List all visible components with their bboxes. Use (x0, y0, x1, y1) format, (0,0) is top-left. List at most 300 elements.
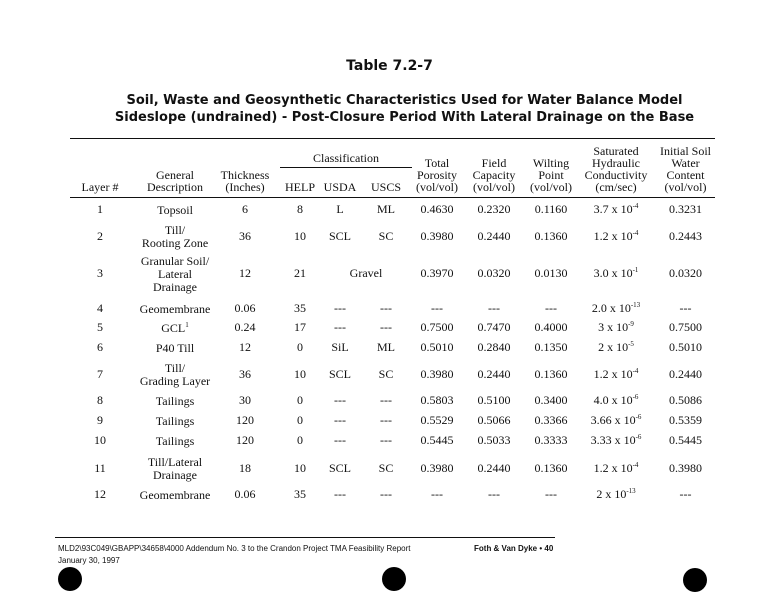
cell-description-line: Grading Layer (139, 374, 211, 388)
cell-conductivity (576, 203, 656, 216)
cell-layer (70, 462, 130, 475)
cell-description (130, 435, 220, 448)
cell-uscs (360, 414, 412, 427)
header-wilting (526, 157, 576, 193)
conductivity-base: 1.2 x 10 (593, 229, 633, 243)
cell-usda-line: L (336, 202, 344, 216)
cell-uscs (360, 462, 412, 475)
cell-description-line: Drainage (153, 279, 197, 294)
cell-layer (70, 203, 130, 216)
cell-wp-line: --- (545, 301, 557, 315)
cell-help-line: 35 (294, 301, 306, 315)
cell-wc-line: --- (679, 487, 692, 501)
cell-description (130, 415, 220, 428)
cell-usda-line: --- (334, 487, 346, 501)
cell-wc (656, 368, 715, 381)
cell-classification-merged (320, 267, 412, 280)
cell-wp-line: --- (545, 487, 557, 501)
cell-wp-line: 0.1360 (534, 229, 568, 243)
cell-wp-line: 0.1360 (534, 461, 568, 475)
cell-wc (656, 488, 715, 501)
cell-usda-line: SiL (331, 340, 349, 354)
cell-description-line: Tailings (155, 433, 195, 448)
cell-por (412, 434, 462, 447)
cell-fc (462, 488, 526, 501)
cell-description-line: Geomembrane (139, 301, 211, 316)
cell-thick (220, 230, 270, 243)
cell-help-line: 0 (297, 413, 303, 427)
cell-fc (462, 341, 526, 354)
cell-uscs-line: ML (377, 202, 395, 216)
binder-hole-center (382, 567, 406, 591)
cell-help-line: 0 (297, 340, 303, 354)
cell-layer-line: 10 (94, 433, 106, 447)
cell-conductivity (576, 434, 656, 447)
binder-hole-right (683, 568, 707, 592)
cell-usda (320, 341, 360, 354)
cell-wp (526, 462, 576, 475)
cell-description-line: Lateral (158, 266, 192, 281)
cell-description-line: GCL$^1$ (161, 320, 189, 335)
cell-help (280, 267, 320, 280)
cell-wc (656, 394, 715, 407)
cell-help (280, 302, 320, 315)
header-water_content-line: Water (671, 156, 700, 170)
cell-help-line: 10 (294, 229, 306, 243)
cell-help (280, 203, 320, 216)
cell-wp-line: 0.1350 (534, 340, 568, 354)
cell-conductivity (576, 462, 656, 475)
cell-thick-line: 0.24 (234, 320, 256, 334)
cell-thick (220, 368, 270, 381)
cell-usda (320, 321, 360, 334)
cell-uscs (360, 203, 412, 216)
conductivity-exponent: -9 (628, 320, 634, 328)
conductivity-exponent: -5 (628, 340, 634, 348)
cell-thick (220, 267, 270, 280)
cell-fc-line: 0.2840 (477, 340, 511, 354)
cell-usda (320, 434, 360, 447)
cell-conductivity (576, 394, 656, 407)
cell-description (130, 204, 220, 217)
cell-description (130, 362, 220, 388)
cell-help-line: 17 (294, 320, 306, 334)
cell-description-line: Till/ (164, 361, 186, 375)
cell-fc (462, 414, 526, 427)
cell-wp (526, 368, 576, 381)
cell-thick (220, 414, 270, 427)
cell-description-line: Till/Lateral (147, 455, 203, 469)
cell-layer-line: 9 (97, 413, 103, 427)
header-wilting-line: Point (538, 168, 564, 182)
cell-fc (462, 302, 526, 315)
cell-wp (526, 394, 576, 407)
conductivity-base: 2 x 10 (596, 487, 627, 501)
cell-thick-line: 12 (239, 266, 251, 280)
cell-usda (320, 302, 360, 315)
cell-thick-line: 30 (239, 393, 251, 407)
cell-wp-line: 0.4000 (534, 320, 568, 334)
cell-layer (70, 434, 130, 447)
cell-usda (320, 394, 360, 407)
cell-description (130, 395, 220, 408)
cell-uscs-line: --- (380, 413, 392, 427)
cell-wp (526, 321, 576, 334)
cell-description-line: Drainage (153, 468, 197, 482)
cell-por-line: 0.3970 (420, 266, 454, 280)
cell-conductivity (576, 230, 656, 243)
cell-layer-line: 2 (97, 229, 103, 243)
conductivity-base: 2.0 x 10 (591, 301, 631, 315)
cell-thick-line: 6 (242, 202, 248, 216)
cell-por (412, 368, 462, 381)
header-field_capacity-line: (vol/vol) (473, 180, 515, 194)
cell-thick-line: 36 (239, 367, 251, 381)
cell-por (412, 414, 462, 427)
cell-uscs-line: SC (378, 229, 394, 243)
cell-uscs (360, 341, 412, 354)
cell-por (412, 462, 462, 475)
cell-description (130, 224, 220, 250)
cell-wp (526, 267, 576, 280)
table-number: Table 7.2-7 (346, 58, 433, 74)
cell-wp (526, 414, 576, 427)
header-layer (70, 181, 130, 193)
header-classification-line: Classification (313, 151, 379, 165)
cell-thick-line: 120 (236, 433, 254, 447)
cell-help (280, 414, 320, 427)
footer-date: January 30, 1997 (58, 556, 120, 565)
header-thickness-line: Thickness (220, 168, 270, 182)
cell-por-line: 0.3980 (420, 367, 454, 381)
cell-thick-line: 0.06 (234, 487, 256, 501)
cell-description (130, 303, 220, 316)
cell-usda-line: --- (334, 320, 346, 334)
cell-fc-line: 0.5100 (477, 393, 511, 407)
cell-wp-line: 0.3333 (534, 433, 568, 447)
cell-conductivity (576, 368, 656, 381)
cell-help (280, 368, 320, 381)
header-conductivity (576, 145, 656, 193)
cell-conductivity (576, 267, 656, 280)
cell-usda-line: SCL (328, 367, 351, 381)
conductivity-base: 3.0 x 10 (593, 266, 633, 280)
header-wilting-line: (vol/vol) (530, 180, 572, 194)
cell-conductivity (576, 488, 656, 501)
conductivity-exponent: -4 (632, 461, 639, 469)
cell-layer-line: 6 (97, 340, 103, 354)
cell-usda (320, 203, 360, 216)
conductivity-exponent: -6 (635, 413, 642, 421)
cell-por-line: 0.5445 (420, 433, 454, 447)
cell-wp-line: 0.1160 (534, 202, 568, 216)
conductivity-base: 3.66 x 10 (590, 413, 636, 427)
cell-uscs-line: --- (380, 393, 392, 407)
footer-path: MLD2\93C049\GBAPP\34658\4000 Addendum No. 3 to the Crandon Project TMA Feasibility Report (58, 544, 411, 553)
cell-usda-line: SCL (328, 229, 351, 243)
conductivity-exponent: -6 (635, 433, 642, 441)
cell-usda-line: SCL (328, 461, 351, 475)
header-conductivity-line: (cm/sec) (595, 180, 637, 194)
cell-thick (220, 302, 270, 315)
header-uscs-line: USCS (370, 180, 402, 194)
cell-wc (656, 462, 715, 475)
footer-document-info (58, 543, 411, 567)
table-title-line-1: Soil, Waste and Geosynthetic Characteristics Used for Water Balance Model (126, 93, 683, 108)
cell-uscs-line: --- (380, 320, 392, 334)
cell-fc (462, 203, 526, 216)
cell-fc (462, 394, 526, 407)
cell-description (130, 456, 220, 482)
cell-conductivity (576, 414, 656, 427)
header-water_content (656, 145, 715, 193)
cell-description-line: Geomembrane (139, 487, 211, 502)
conductivity-base: 3.7 x 10 (593, 202, 633, 216)
header-description-line: Description (147, 180, 203, 194)
cell-uscs-line: ML (377, 340, 395, 354)
cell-usda (320, 414, 360, 427)
cell-layer-line: 8 (97, 393, 103, 407)
cell-layer (70, 267, 130, 280)
cell-description-line: Tailings (155, 413, 195, 428)
cell-wp-line: 0.0130 (534, 266, 568, 280)
cell-help (280, 341, 320, 354)
cell-layer-line: 11 (94, 461, 106, 475)
cell-usda (320, 462, 360, 475)
cell-help-line: 10 (294, 367, 306, 381)
cell-uscs (360, 230, 412, 243)
header-conductivity-line: Saturated (593, 144, 639, 158)
cell-por-line: 0.7500 (420, 320, 454, 334)
cell-wc (656, 267, 715, 280)
cell-layer-line: 4 (97, 301, 103, 315)
cell-uscs-line: --- (380, 433, 392, 447)
cell-usda-line: --- (334, 433, 346, 447)
cell-wc (656, 434, 715, 447)
cell-layer (70, 394, 130, 407)
cell-uscs (360, 302, 412, 315)
cell-help (280, 434, 320, 447)
cell-thick-line: 18 (239, 461, 251, 475)
cell-wc (656, 341, 715, 354)
cell-uscs (360, 488, 412, 501)
cell-layer (70, 488, 130, 501)
header-help-line: HELP (285, 180, 315, 194)
cell-description-line: Tailings (155, 393, 195, 408)
conductivity-exponent: -4 (632, 367, 639, 375)
cell-layer (70, 230, 130, 243)
cell-wp (526, 488, 576, 501)
cell-usda-line: --- (334, 301, 346, 315)
cell-fc-line: 0.5066 (477, 413, 511, 427)
cell-fc (462, 434, 526, 447)
conductivity-base: 3.33 x 10 (590, 433, 636, 447)
cell-wp (526, 302, 576, 315)
cell-fc-line: 0.7470 (477, 320, 511, 334)
cell-description (130, 342, 220, 355)
cell-description (130, 255, 220, 294)
cell-thick (220, 321, 270, 334)
cell-por-line: --- (431, 487, 443, 501)
cell-uscs-line: SC (378, 461, 394, 475)
footer-firm-page: Foth & Van Dyke • 40 (474, 544, 554, 553)
cell-uscs (360, 321, 412, 334)
cell-wc-line: 0.2440 (669, 367, 702, 381)
cell-thick (220, 341, 270, 354)
cell-usda (320, 230, 360, 243)
cell-fc-line: --- (488, 301, 500, 315)
cell-wc (656, 302, 715, 315)
cell-help (280, 462, 320, 475)
conductivity-base: 4.0 x 10 (593, 393, 633, 407)
cell-uscs (360, 368, 412, 381)
cell-description-line: P40 Till (155, 340, 195, 355)
classification-rule (280, 167, 412, 168)
cell-layer-line: 3 (97, 266, 103, 280)
cell-fc (462, 368, 526, 381)
cell-por-line: 0.5529 (420, 413, 454, 427)
header-description-line: General (156, 168, 194, 182)
cell-help-line: 21 (294, 266, 306, 280)
conductivity-base: 1.2 x 10 (593, 461, 633, 475)
header-water_content-line: (vol/vol) (664, 180, 707, 194)
cell-fc-line: 0.5033 (477, 433, 511, 447)
cell-usda-line: --- (334, 413, 346, 427)
header-wilting-line: Wilting (532, 156, 570, 170)
cell-fc (462, 267, 526, 280)
header-classification (280, 152, 412, 164)
cell-help-line: 8 (297, 202, 303, 216)
cell-usda (320, 488, 360, 501)
cell-help (280, 230, 320, 243)
cell-uscs-line: SC (378, 367, 394, 381)
cell-por (412, 302, 462, 315)
header-description (130, 169, 220, 193)
cell-conductivity (576, 321, 656, 334)
cell-por (412, 267, 462, 280)
cell-fc-line: 0.2440 (477, 229, 511, 243)
header-thickness-line: (Inches) (225, 180, 265, 194)
cell-layer (70, 414, 130, 427)
header-water_content-line: Initial Soil (660, 144, 711, 158)
cell-description-line: Till/ (164, 223, 186, 237)
cell-por-line: 0.5010 (420, 340, 454, 354)
conductivity-exponent: -6 (632, 393, 639, 401)
cell-wc-line: 0.3231 (669, 202, 702, 216)
cell-por (412, 321, 462, 334)
footnote-marker: 1 (185, 320, 189, 329)
table-title-line-2: Sideslope (undrained) - Post-Closure Period With Lateral Drainage on the Base (114, 110, 695, 125)
cell-layer-line: 5 (97, 320, 103, 334)
cell-thick-line: 12 (239, 340, 251, 354)
cell-description-line: Topsoil (157, 202, 193, 217)
cell-por (412, 341, 462, 354)
cell-wp-line: 0.3400 (534, 393, 568, 407)
cell-wc (656, 321, 715, 334)
cell-conductivity (576, 302, 656, 315)
cell-thick (220, 394, 270, 407)
header-porosity-line: (vol/vol) (416, 180, 458, 194)
cell-wp-line: 0.3366 (534, 413, 568, 427)
cell-wp-line: 0.1360 (534, 367, 568, 381)
cell-fc-line: 0.2320 (477, 202, 511, 216)
cell-thick-line: 120 (236, 413, 254, 427)
cell-fc-line: 0.2440 (477, 367, 511, 381)
cell-wc-line: 0.5010 (669, 340, 702, 354)
cell-description (130, 489, 220, 502)
cell-wc-line: 0.3980 (669, 461, 702, 475)
cell-conductivity (576, 341, 656, 354)
cell-uscs-line: --- (380, 487, 392, 501)
header-thickness (220, 169, 270, 193)
cell-classification-merged-line: Gravel (349, 266, 383, 280)
cell-por (412, 488, 462, 501)
header-help (280, 181, 320, 193)
cell-thick-line: 0.06 (234, 301, 256, 315)
cell-por-line: --- (431, 301, 443, 315)
cell-wc-line: 0.7500 (669, 320, 702, 334)
cell-help (280, 488, 320, 501)
cell-fc (462, 462, 526, 475)
cell-por (412, 203, 462, 216)
header-conductivity-line: Conductivity (584, 168, 648, 182)
cell-wc-line: 0.5359 (669, 413, 702, 427)
cell-layer (70, 341, 130, 354)
cell-wc (656, 230, 715, 243)
header-usda-line: USDA (323, 180, 357, 194)
cell-thick (220, 203, 270, 216)
conductivity-base: 2 x 10 (598, 340, 629, 354)
header-uscs (360, 181, 412, 193)
cell-por (412, 394, 462, 407)
cell-wc (656, 203, 715, 216)
cell-por-line: 0.4630 (420, 202, 454, 216)
cell-wc-line: 0.5086 (669, 393, 702, 407)
header-field_capacity-line: Field (481, 156, 507, 170)
cell-thick (220, 462, 270, 475)
cell-help-line: 0 (297, 393, 303, 407)
cell-por (412, 230, 462, 243)
cell-uscs (360, 434, 412, 447)
cell-wc-line: 0.0320 (669, 266, 702, 280)
cell-uscs-line: --- (380, 301, 392, 315)
cell-fc-line: --- (488, 487, 500, 501)
cell-wc-line: 0.2443 (669, 229, 702, 243)
header-usda (320, 181, 360, 193)
cell-help-line: 10 (294, 461, 306, 475)
cell-help-line: 0 (297, 433, 303, 447)
header-conductivity-line: Hydraulic (592, 156, 640, 170)
header-porosity-line: Total (424, 156, 450, 170)
cell-por-line: 0.3980 (420, 461, 454, 475)
table-top-rule (70, 138, 715, 139)
cell-fc-line: 0.2440 (477, 461, 511, 475)
header-field_capacity-line: Capacity (472, 168, 516, 182)
cell-layer-line: 12 (94, 487, 106, 501)
cell-por-line: 0.5803 (420, 393, 454, 407)
header-porosity-line: Porosity (416, 168, 457, 182)
cell-help (280, 394, 320, 407)
header-layer-line: Layer # (81, 180, 119, 194)
cell-usda (320, 368, 360, 381)
cell-description-line: Rooting Zone (141, 236, 209, 250)
header-field_capacity (462, 157, 526, 193)
cell-fc (462, 321, 526, 334)
cell-fc-line: 0.0320 (477, 266, 511, 280)
conductivity-base: 3 x 10 (598, 320, 629, 334)
cell-thick (220, 488, 270, 501)
cell-fc (462, 230, 526, 243)
